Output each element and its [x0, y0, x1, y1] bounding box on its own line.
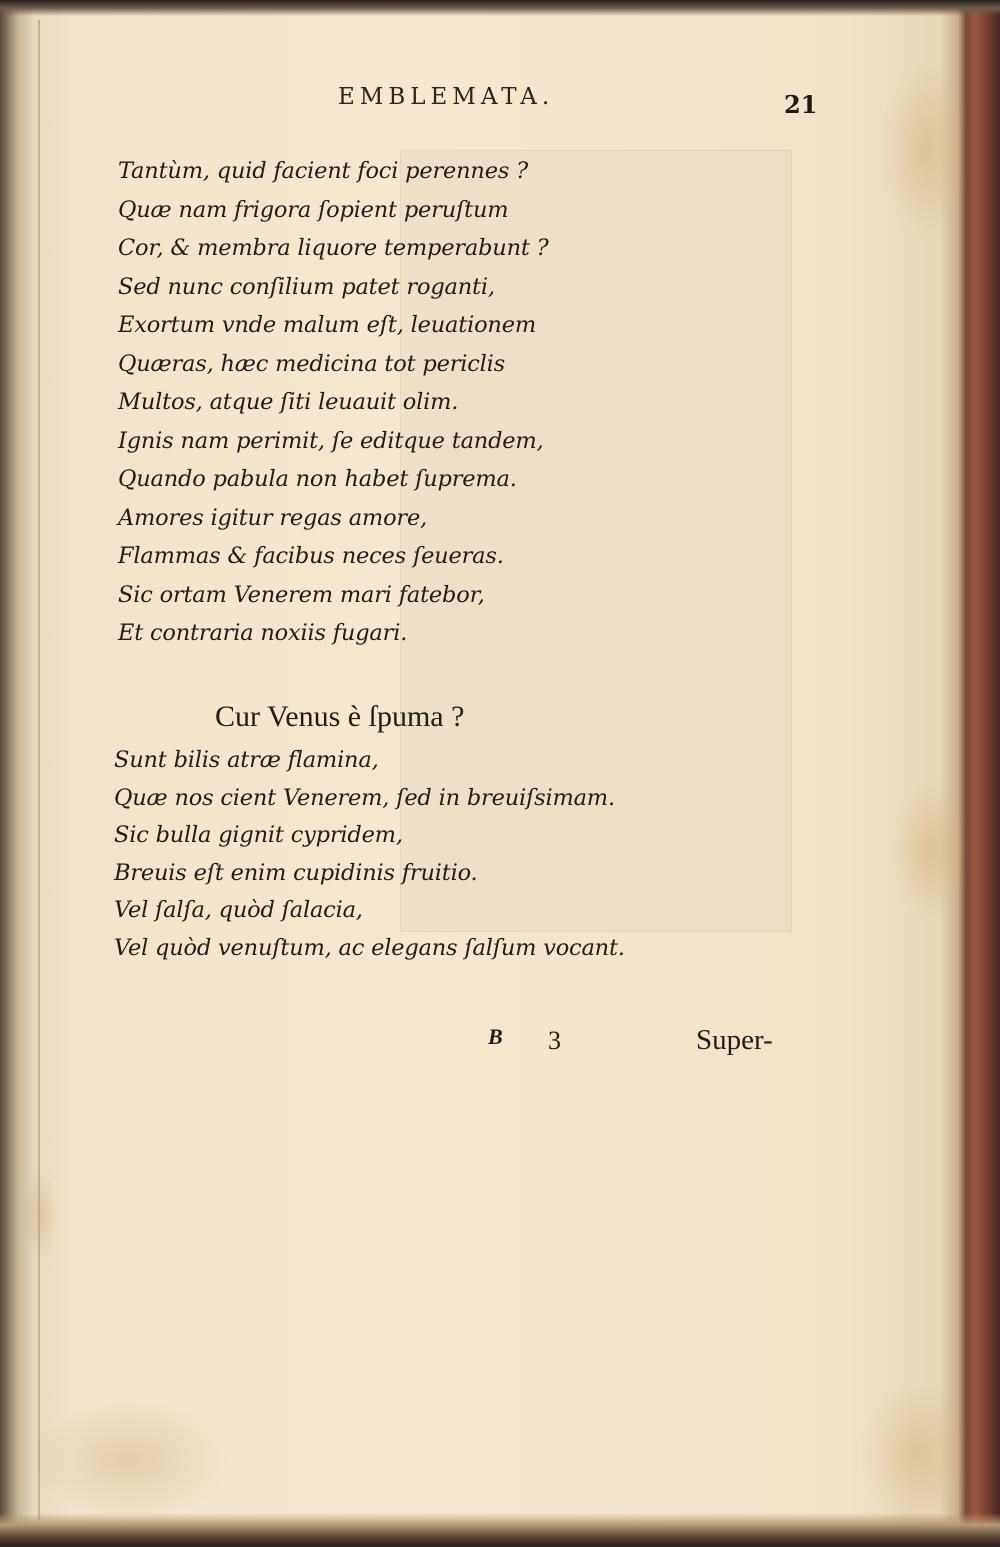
verse-line: Sunt bilis atræ flamina,: [114, 747, 379, 773]
poem-one: [118, 152, 549, 653]
verse-line: Ignis nam perimit, ſe editque tandem,: [118, 427, 544, 454]
verse-line: Sed nunc conſilium patet roganti,: [118, 273, 495, 300]
verse-line: Quæ nam frigora ſopient peruſtum: [118, 196, 509, 223]
page-number: 21: [784, 90, 818, 119]
verse-line: Sic ortam Venerem mari fatebor,: [118, 581, 485, 608]
verse-line: Amores igitur regas amore,: [118, 504, 428, 531]
running-head: EMBLEMATA.: [338, 84, 555, 110]
signature-mark: B: [488, 1024, 503, 1049]
top-edge-shadow: [0, 0, 1000, 16]
stain-bottom-right: [860, 1380, 970, 1530]
catchword: Super-: [696, 1024, 773, 1056]
stain-mid-right: [890, 780, 970, 920]
poem-two: [114, 742, 625, 967]
verse-line: Breuis eſt enim cupidinis fruitio.: [114, 859, 478, 886]
verse-line: Exortum vnde malum eſt, leuationem: [118, 312, 536, 338]
verse-line: Quando pabula non habet ſuprema.: [118, 466, 517, 492]
bottom-edge-shadow: [0, 1513, 1000, 1547]
gutter-line: [38, 20, 40, 1520]
stain-top-right: [880, 60, 970, 240]
verse-line: Tantùm, quid facient foci perennes ?: [118, 158, 528, 184]
section-heading: Cur Venus è ſpuma ?: [215, 700, 465, 733]
verse-line: Multos, atque ſiti leuauit olim.: [118, 389, 459, 415]
verse-line: Quæras, hæc medicina tot periclis: [118, 350, 505, 377]
verse-line: Flammas & facibus neces ſeueras.: [118, 543, 504, 569]
verse-line: Cor, & membra liquore temperabunt ?: [118, 235, 549, 261]
verse-line: Vel quòd venuſtum, ac elegans ſalſum vocant.: [114, 934, 625, 961]
verse-line: Vel ſalſa, quòd ſalacia,: [114, 897, 363, 923]
verse-line: Quæ nos cient Venerem, ſed in breuiſsimam.: [114, 784, 615, 811]
verse-line: Et contraria noxiis fugari.: [118, 620, 408, 646]
stain-left: [20, 1170, 60, 1260]
stain-bottom-left: [30, 1400, 230, 1520]
verse-line: Sic bulla gignit cypridem,: [114, 822, 403, 848]
signature-number: 3: [548, 1026, 561, 1055]
